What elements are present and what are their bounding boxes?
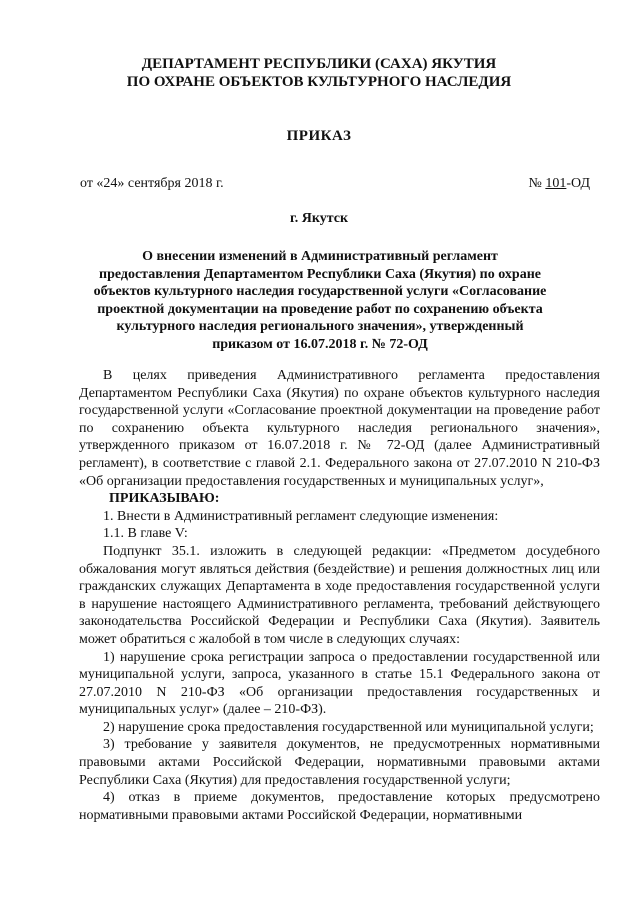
order-number-prefix: №	[528, 176, 546, 191]
list-item: 3) требование у заявителя документов, не предусмотренных нормативными правовыми актами Российской Федерации, нормативными правовыми актами Республики Саха (Якутия) для предоставления государственной услуги;	[79, 737, 600, 788]
list-item: 1) нарушение срока регистрации запроса о предоставлении государственной или муниципальной услуги, запроса, указанного в статье 15.1 Федерального закона от 27.07.2010 N 210-ФЗ «Об организации предоставления государственных и муниципальных услуг» (далее – 210-ФЗ).	[79, 649, 600, 718]
body-paragraph: 1.1. В главе V:	[103, 526, 188, 542]
department-name-line2: ПО ОХРАНЕ ОБЪЕКТОВ КУЛЬТУРНОГО НАСЛЕДИЯ	[126, 74, 512, 90]
list-item: 2) нарушение срока предоставления государственной или муниципальной услуги;	[103, 719, 594, 735]
order-subject: О внесении изменений в Административный регламент предоставления Департаментом Республики Саха (Якутия) по охране объектов культурного наследия государственной услуги «Согласование проектной документации на проведение работ по сохранению объекта культурного наследия регионального значения», утвержденный приказом от 16.07.2018 г. № 72-ОД	[93, 249, 547, 352]
document-title: ПРИКАЗ	[286, 128, 352, 144]
order-date: от «24» сентября 2018 г.	[80, 176, 224, 191]
body-paragraph: Подпункт 35.1. изложить в следующей редакции: «Предметом досудебного обжалования могут являться действия (бездействие) и решения должностных лиц или гражданских служащих Департамента в ходе предоставления государственной услуги в нарушение настоящего Административного регламента, требований действующего законодательства Российской Федерации и Республики Саха (Якутия). Заявитель может обратиться с жалобой в том числе в следующих случаях:	[79, 543, 600, 647]
list-item: 4) отказ в приеме документов, предоставление которых предусмотрено нормативными правовыми актами Российской Федерации, нормативными	[79, 790, 600, 823]
city: г. Якутск	[289, 211, 349, 226]
order-number-suffix: -ОД	[566, 176, 590, 191]
preamble-paragraph: В целях приведения Административного регламента предоставления Департаментом Республики Саха (Якутия) по охране объектов культурного наследия государственной услуги «Согласование проектной документации на проведение работ по сохранению объекта культурного наследия регионального значения», утвержденного приказом от 16.07.2018 г. № 72-ОД (далее Административный регламент), в соответствие с главой 2.1. Федерального закона от 27.07.2010 N 210-ФЗ «Об организации предоставления государственных и муниципальных услуг»,	[79, 368, 600, 489]
order-number-value: 101	[545, 176, 567, 191]
department-name-line1: ДЕПАРТАМЕНТ РЕСПУБЛИКИ (САХА) ЯКУТИЯ	[141, 56, 497, 72]
order-directive: ПРИКАЗЫВАЮ:	[109, 491, 220, 507]
order-number	[529, 176, 590, 192]
document-body	[79, 367, 600, 824]
body-paragraph: 1. Внести в Административный регламент следующие изменения:	[103, 508, 499, 524]
